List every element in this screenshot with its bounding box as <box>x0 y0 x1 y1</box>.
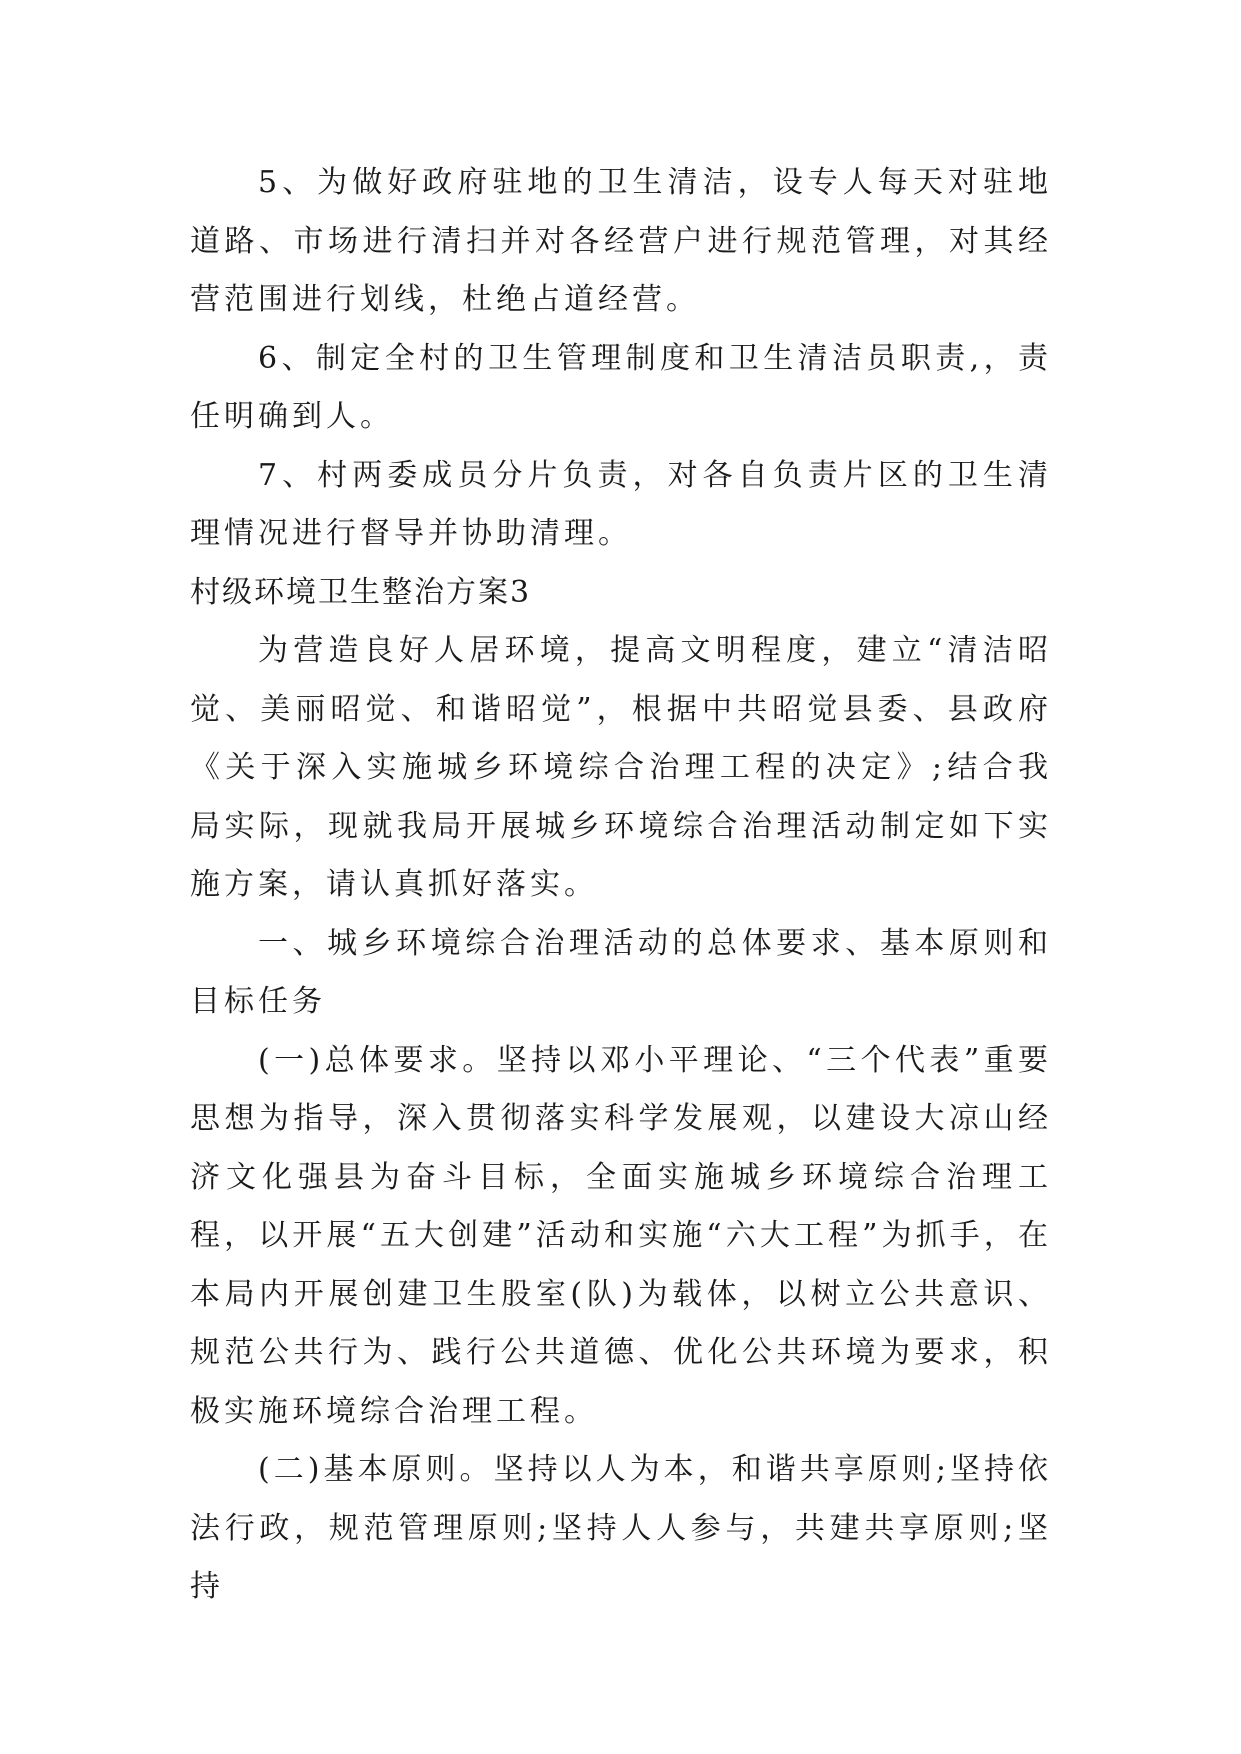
subsection-title: 一、城乡环境综合治理活动的总体要求、基本原则和目标任务 <box>190 925 1052 1019</box>
basic-principles-paragraph: (二)基本原则。坚持以人为本，和谐共享原则;坚持依法行政，规范管理原则;坚持人人参与，共建共享原则;坚持 <box>190 1452 1052 1604</box>
paragraph-item-5: 5、为做好政府驻地的卫生清洁，设专人每天对驻地道路、市场进行清扫并对各经营户进行规范管理，对其经营范围进行划线，杜绝占道经营。 <box>190 165 1052 317</box>
section-heading: 村级环境卫生整治方案3 <box>190 574 532 610</box>
paragraph-item-6: 6、制定全村的卫生管理制度和卫生清洁员职责,，责任明确到人。 <box>190 340 1052 434</box>
intro-paragraph: 为营造良好人居环境，提高文明程度，建立“清洁昭觉、美丽昭觉、和谐昭觉”，根据中共昭觉县委、县政府《关于深入实施城乡环境综合治理工程的决定》;结合我局实际，现就我局开展城乡环境综合治理活动制定如下实施方案，请认真抓好落实。 <box>190 633 1052 902</box>
paragraph-item-7: 7、村两委成员分片负责，对各自负责片区的卫生清理情况进行督导并协助清理。 <box>190 457 1052 551</box>
general-requirements-paragraph: (一)总体要求。坚持以邓小平理论、“三个代表”重要思想为指导，深入贯彻落实科学发展观，以建设大凉山经济文化强县为奋斗目标，全面实施城乡环境综合治理工程，以开展“五大创建”活动和实施“六大工程”为抓手，在本局内开展创建卫生股室(队)为载体，以树立公共意识、规范公共行为、践行公共道德、优化公共环境为要求，积极实施环境综合治理工程。 <box>190 1042 1052 1429</box>
document-body <box>190 154 1052 1617</box>
